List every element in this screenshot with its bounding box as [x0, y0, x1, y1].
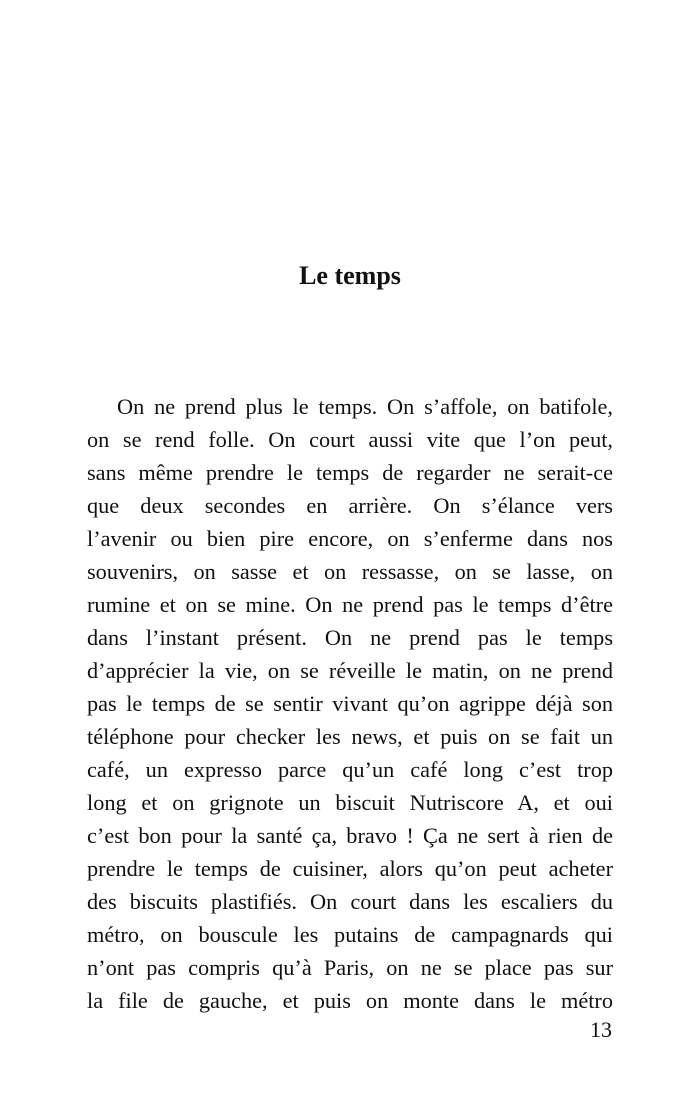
- text-line: café, un expresso parce qu’un café long c’est trop: [87, 757, 613, 782]
- text-line: on se rend folle. On court aussi vite que l’on peut,: [87, 427, 613, 452]
- page-number: 13: [590, 1017, 612, 1042]
- text-line: que deux secondes en arrière. On s’élance vers: [87, 493, 613, 518]
- text-line: des biscuits plastifiés. On court dans les escaliers du: [87, 889, 613, 914]
- text-line: d’apprécier la vie, on se réveille le matin, on ne prend: [87, 658, 613, 683]
- body-paragraph: [87, 390, 613, 1017]
- chapter-title: Le temps: [299, 261, 401, 290]
- text-line: pas le temps de se sentir vivant qu’on agrippe déjà son: [87, 691, 613, 716]
- text-line: prendre le temps de cuisiner, alors qu’on peut acheter: [87, 856, 613, 881]
- text-line: long et on grignote un biscuit Nutriscore A, et oui: [87, 790, 613, 815]
- text-line: rumine et on se mine. On ne prend pas le temps d’être: [87, 592, 613, 617]
- text-line: On ne prend plus le temps. On s’affole, on batifole,: [117, 394, 613, 419]
- text-line: téléphone pour checker les news, et puis on se fait un: [87, 724, 613, 749]
- text-line: sans même prendre le temps de regarder ne serait-ce: [87, 460, 613, 485]
- text-line: métro, on bouscule les putains de campagnards qui: [87, 922, 613, 947]
- text-line: la file de gauche, et puis on monte dans le métro: [87, 988, 613, 1013]
- text-line: c’est bon pour la santé ça, bravo ! Ça ne sert à rien de: [87, 823, 613, 848]
- text-line: n’ont pas compris qu’à Paris, on ne se place pas sur: [87, 955, 613, 980]
- text-line: souvenirs, on sasse et on ressasse, on se lasse, on: [87, 559, 613, 584]
- text-line: l’avenir ou bien pire encore, on s’enferme dans nos: [87, 526, 613, 551]
- text-line: dans l’instant présent. On ne prend pas le temps: [87, 625, 613, 650]
